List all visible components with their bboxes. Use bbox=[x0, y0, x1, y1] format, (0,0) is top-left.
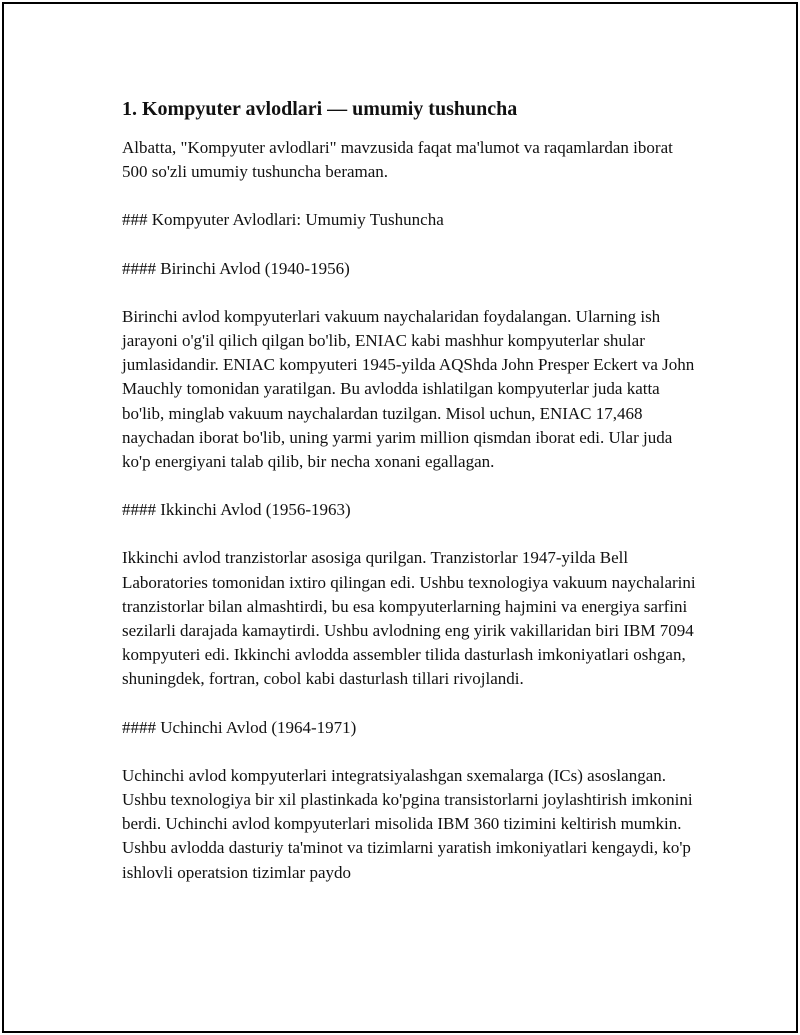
subheading-first-generation: #### Birinchi Avlod (1940-1956) bbox=[122, 258, 350, 278]
paragraph-third-generation: Uchinchi avlod kompyuterlari integratsiyalashgan sxemalarga (ICs) asoslangan. Ushbu texnologiya bir xil plastinkada ko'pgina transistorlarni joylashtirish imkonini berdi. Uchinchi avlod kompyuterlari misolida IBM 360 tizimini keltirish mumkin. Ushbu avlodda dasturiy ta'minot va tizimlarni yaratish imkoniyatlari kengaydi, ko'p ishlovli operatsion tizimlar paydo bbox=[122, 765, 693, 882]
page-title: 1. Kompyuter avlodlari — umumiy tushuncha bbox=[122, 98, 518, 120]
page-frame bbox=[2, 2, 798, 1033]
paragraph-second-generation: Ikkinchi avlod tranzistorlar asosiga qurilgan. Tranzistorlar 1947-yilda Bell Laboratories tomonidan ixtiro qilingan edi. Ushbu texnologiya vakuum naychalarini tranzistorlar bilan almashtirdi, bu esa kompyuterlarning hajmini va energiya sarfini sezilarli darajada kamaytirdi. Ushbu avlodning eng yirik vakillaridan biri IBM 7094 kompyuteri edi. Ikkinchi avlodda assembler tilida dasturlash imkoniyatlari oshgan, shuningdek, fortran, cobol kabi dasturlash tillari rivojlandi. bbox=[122, 548, 696, 689]
document-body bbox=[122, 96, 702, 909]
subheading-second-generation: #### Ikkinchi Avlod (1956-1963) bbox=[122, 500, 351, 520]
subheading-third-generation: #### Uchinchi Avlod (1964-1971) bbox=[122, 717, 357, 737]
paragraph-first-generation: Birinchi avlod kompyuterlari vakuum naychalaridan foydalangan. Ularning ish jarayoni o'g'il qilich qilgan bo'lib, ENIAC kabi mashhur kompyuterlar shular jumlasidandir. ENIAC kompyuteri 1945-yilda AQShda John Presper Eckert va John Mauchly tomonidan yaratilgan. Bu avlodda ishlatilgan kompyuterlar juda katta bo'lib, minglab vakuum naychalardan tuzilgan. Misol uchun, ENIAC 17,468 naychadan iborat bo'lib, uning yarmi yarim million qismdan iborat edi. Ular juda ko'p energiyani talab qilib, bir necha xonani egallagan. bbox=[122, 306, 695, 472]
section-heading-main: ### Kompyuter Avlodlari: Umumiy Tushuncha bbox=[122, 210, 444, 230]
intro-paragraph: Albatta, "Kompyuter avlodlari" mavzusida faqat ma'lumot va raqamlardan iborat 500 so'zli umumiy tushuncha beraman. bbox=[122, 138, 673, 182]
